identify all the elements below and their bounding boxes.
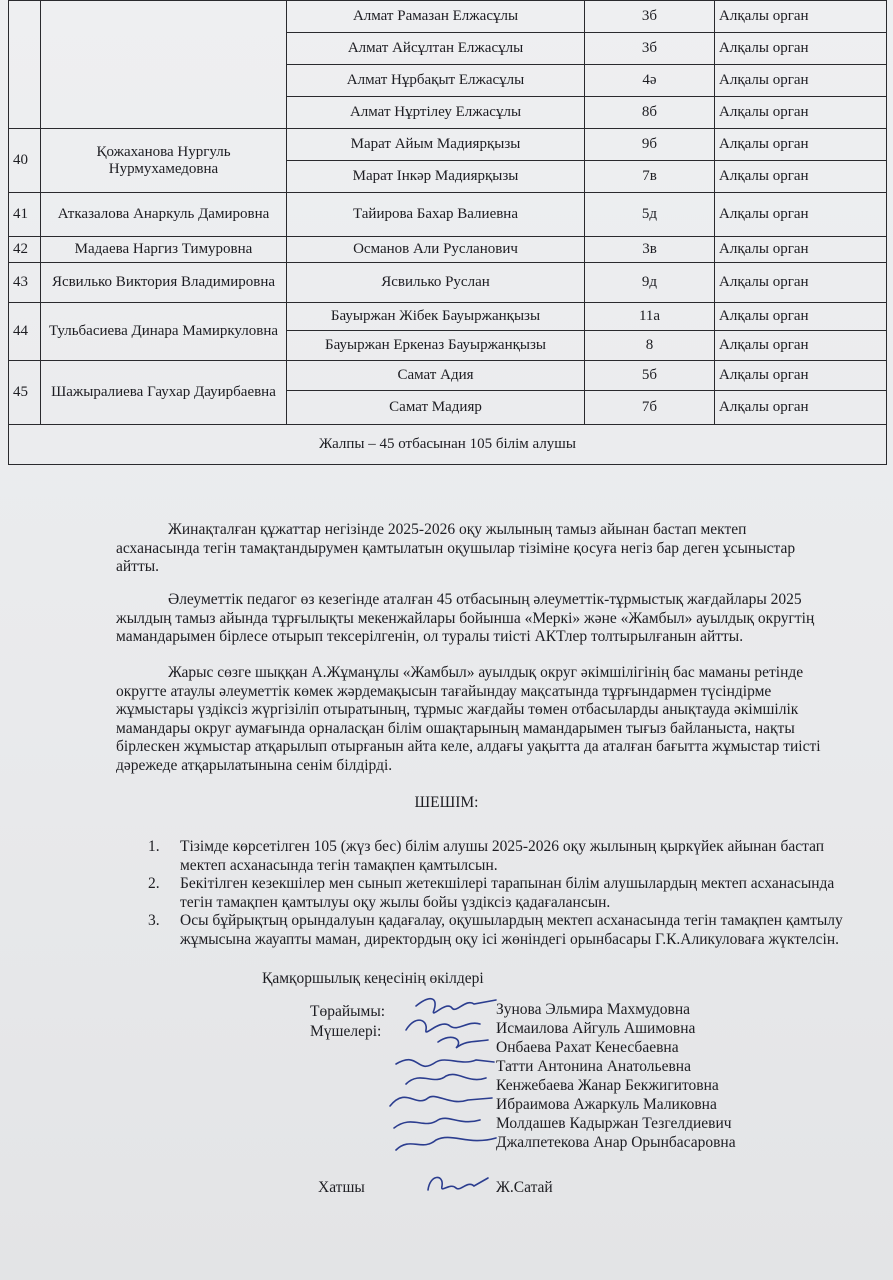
body-text bbox=[116, 664, 832, 775]
row-number bbox=[9, 1, 41, 129]
student-name: Алмат Нұртілеу Елжасұлы bbox=[287, 97, 585, 129]
row-number: 42 bbox=[9, 237, 41, 263]
basis-cell: Алқалы орган bbox=[715, 237, 887, 263]
row-number: 43 bbox=[9, 263, 41, 303]
council-title: Қамқоршылық кеңесінің өкілдері bbox=[262, 970, 484, 987]
parent-name: Тульбасиева Динара Мамиркуловна bbox=[41, 303, 287, 361]
table-total-row bbox=[9, 425, 887, 465]
paragraph: Жинақталған құжаттар негізінде 2025-2026 оқу жылының тамыз айынан бастап мектеп асханасында тегін тамақтандырумен қамтылатын оқушылар тізіміне қосуға негіз бар деген ұсыныстар айтты. bbox=[116, 521, 796, 575]
parent-name bbox=[41, 1, 287, 129]
class-cell: 7в bbox=[585, 161, 715, 193]
class-cell: 3б bbox=[585, 33, 715, 65]
basis-cell: Алқалы орган bbox=[715, 391, 887, 425]
basis-cell: Алқалы орган bbox=[715, 361, 887, 391]
basis-cell: Алқалы орган bbox=[715, 1, 887, 33]
basis-cell: Алқалы орган bbox=[715, 263, 887, 303]
parent-name: Ясвилько Виктория Владимировна bbox=[41, 263, 287, 303]
member-name: Джалпетекова Анар Орынбасаровна bbox=[496, 1134, 736, 1151]
class-cell: 4ә bbox=[585, 65, 715, 97]
member-name: Кенжебаева Жанар Бекжигитовна bbox=[496, 1077, 719, 1094]
row-number: 45 bbox=[9, 361, 41, 425]
class-cell: 11а bbox=[585, 303, 715, 331]
student-name: Османов Али Русланович bbox=[287, 237, 585, 263]
member-name: Молдашев Кадыржан Тезгелдиевич bbox=[496, 1115, 732, 1132]
handwritten-signatures bbox=[376, 990, 516, 1170]
student-name: Марат Інкәр Мадиярқызы bbox=[287, 161, 585, 193]
basis-cell: Алқалы орган bbox=[715, 161, 887, 193]
secretary-label: Хатшы bbox=[318, 1179, 365, 1196]
table-row bbox=[9, 361, 887, 391]
decision-list bbox=[148, 838, 848, 949]
class-cell: 3в bbox=[585, 237, 715, 263]
class-cell: 3б bbox=[585, 1, 715, 33]
decision-item: 3. Осы бұйрықтың орындалуын қадағалау, оқушылардың мектеп асханасында тегін тамақпен қамтылу жұмысына жауапты маман, директордың оқу ісі жөніндегі орынбасары Г.К.Аликуловаға жүктелсін. bbox=[148, 912, 843, 948]
basis-cell: Алқалы орган bbox=[715, 303, 887, 331]
chair-label: Төрайымы: bbox=[310, 1003, 386, 1020]
member-name: Онбаева Рахат Кенесбаевна bbox=[496, 1039, 679, 1056]
member-name: Татти Антонина Анатольевна bbox=[496, 1058, 691, 1075]
student-name: Бауыржан Еркеназ Бауыржанқызы bbox=[287, 331, 585, 361]
row-number: 41 bbox=[9, 193, 41, 237]
student-name: Тайирова Бахар Валиевна bbox=[287, 193, 585, 237]
table-row bbox=[9, 303, 887, 331]
table-row bbox=[9, 193, 887, 237]
parent-name: Шажыралиева Гаухар Дауирбаевна bbox=[41, 361, 287, 425]
body-text bbox=[116, 591, 832, 647]
class-cell: 9б bbox=[585, 129, 715, 161]
member-name: Ибраимова Ажаркуль Маликовна bbox=[496, 1096, 717, 1113]
basis-cell: Алқалы орган bbox=[715, 129, 887, 161]
student-name: Самат Адия bbox=[287, 361, 585, 391]
class-cell: 5д bbox=[585, 193, 715, 237]
parent-name: Қожаханова Нургуль Нурмухамедовна bbox=[41, 129, 287, 193]
class-cell: 8б bbox=[585, 97, 715, 129]
body-text bbox=[116, 521, 832, 577]
student-name: Ясвилько Руслан bbox=[287, 263, 585, 303]
parent-name: Мадаева Наргиз Тимуровна bbox=[41, 237, 287, 263]
paragraph: Әлеуметтік педагог өз кезегінде аталған 45 отбасының әлеуметтік-тұрмыстық жағдайлары 2025 жылдың тамыз айында тұрғылықты мекенжайлары бойынша «Меркі» және «Жамбыл» ауылдық округтің мамандарымен бірлесе отырып тексерілгенін, ол туралы тиісті АКТлер толтырылғанын айтты. bbox=[116, 591, 815, 645]
basis-cell: Алқалы орган bbox=[715, 331, 887, 361]
basis-cell: Алқалы орган bbox=[715, 33, 887, 65]
table-row bbox=[9, 263, 887, 303]
table-row bbox=[9, 1, 887, 33]
table-total: Жалпы – 45 отбасынан 105 білім алушы bbox=[9, 425, 887, 465]
paragraph: Жарыс сөзге шыққан А.Жұманұлы «Жамбыл» ауылдық округ әкімшілігінің бас маманы ретінде округте атаулы әлеуметтік көмек жәрдемақысын тағайындау мақсатында тұрғындармен түсіндірме жұмыстары үздіксіз жүргізіліп отыратының, тұрмыс жағдайы төмен отбасыларды анықтауда әкімшілік мамандары округ аумағында орналасқан білім ошақтарының мамандарымен тығыз байланыста, нақты бірлескен жұмыстар атқарылып отырғанын айта келе, алдағы уақытта да аталған бағытта жұмыстар тиісті дәрежеде атқарылатынына сенім білдірді. bbox=[116, 664, 821, 774]
parent-name: Атказалова Анаркуль Дамировна bbox=[41, 193, 287, 237]
members-list bbox=[496, 1000, 736, 1152]
table-row bbox=[9, 237, 887, 263]
basis-cell: Алқалы орган bbox=[715, 97, 887, 129]
students-table bbox=[8, 0, 887, 465]
student-name: Алмат Айсұлтан Елжасұлы bbox=[287, 33, 585, 65]
class-cell: 8 bbox=[585, 331, 715, 361]
decision-item: 1. Тізімде көрсетілген 105 (жүз бес) білім алушы 2025-2026 оқу жылының қыркүйек айынан бастап мектеп асханасында тегін тамақпен қамтылсын. bbox=[148, 838, 825, 874]
student-name: Бауыржан Жібек Бауыржанқызы bbox=[287, 303, 585, 331]
members-label: Мүшелері: bbox=[310, 1023, 382, 1040]
student-name: Алмат Рамазан Елжасұлы bbox=[287, 1, 585, 33]
class-cell: 5б bbox=[585, 361, 715, 391]
secretary-signature bbox=[420, 1168, 494, 1202]
basis-cell: Алқалы орган bbox=[715, 65, 887, 97]
student-name: Алмат Нұрбақыт Елжасұлы bbox=[287, 65, 585, 97]
decision-item: 2. Бекітілген кезекшілер мен сынып жетекшілері тарапынан білім алушылардың мектеп асханасында тегін тамақпен қамтылуы оқу жылы бойы үздіксіз қадағалансын. bbox=[148, 875, 835, 911]
member-name: Зунова Эльмира Махмудовна bbox=[496, 1001, 690, 1018]
student-name: Самат Мадияр bbox=[287, 391, 585, 425]
row-number: 44 bbox=[9, 303, 41, 361]
student-name: Марат Айым Мадиярқызы bbox=[287, 129, 585, 161]
class-cell: 7б bbox=[585, 391, 715, 425]
class-cell: 9д bbox=[585, 263, 715, 303]
basis-cell: Алқалы орган bbox=[715, 193, 887, 237]
secretary-name: Ж.Сатай bbox=[496, 1179, 553, 1196]
table-row bbox=[9, 129, 887, 161]
decision-heading: ШЕШІМ: bbox=[414, 794, 479, 811]
row-number: 40 bbox=[9, 129, 41, 193]
member-name: Исмаилова Айгуль Ашимовна bbox=[496, 1020, 696, 1037]
